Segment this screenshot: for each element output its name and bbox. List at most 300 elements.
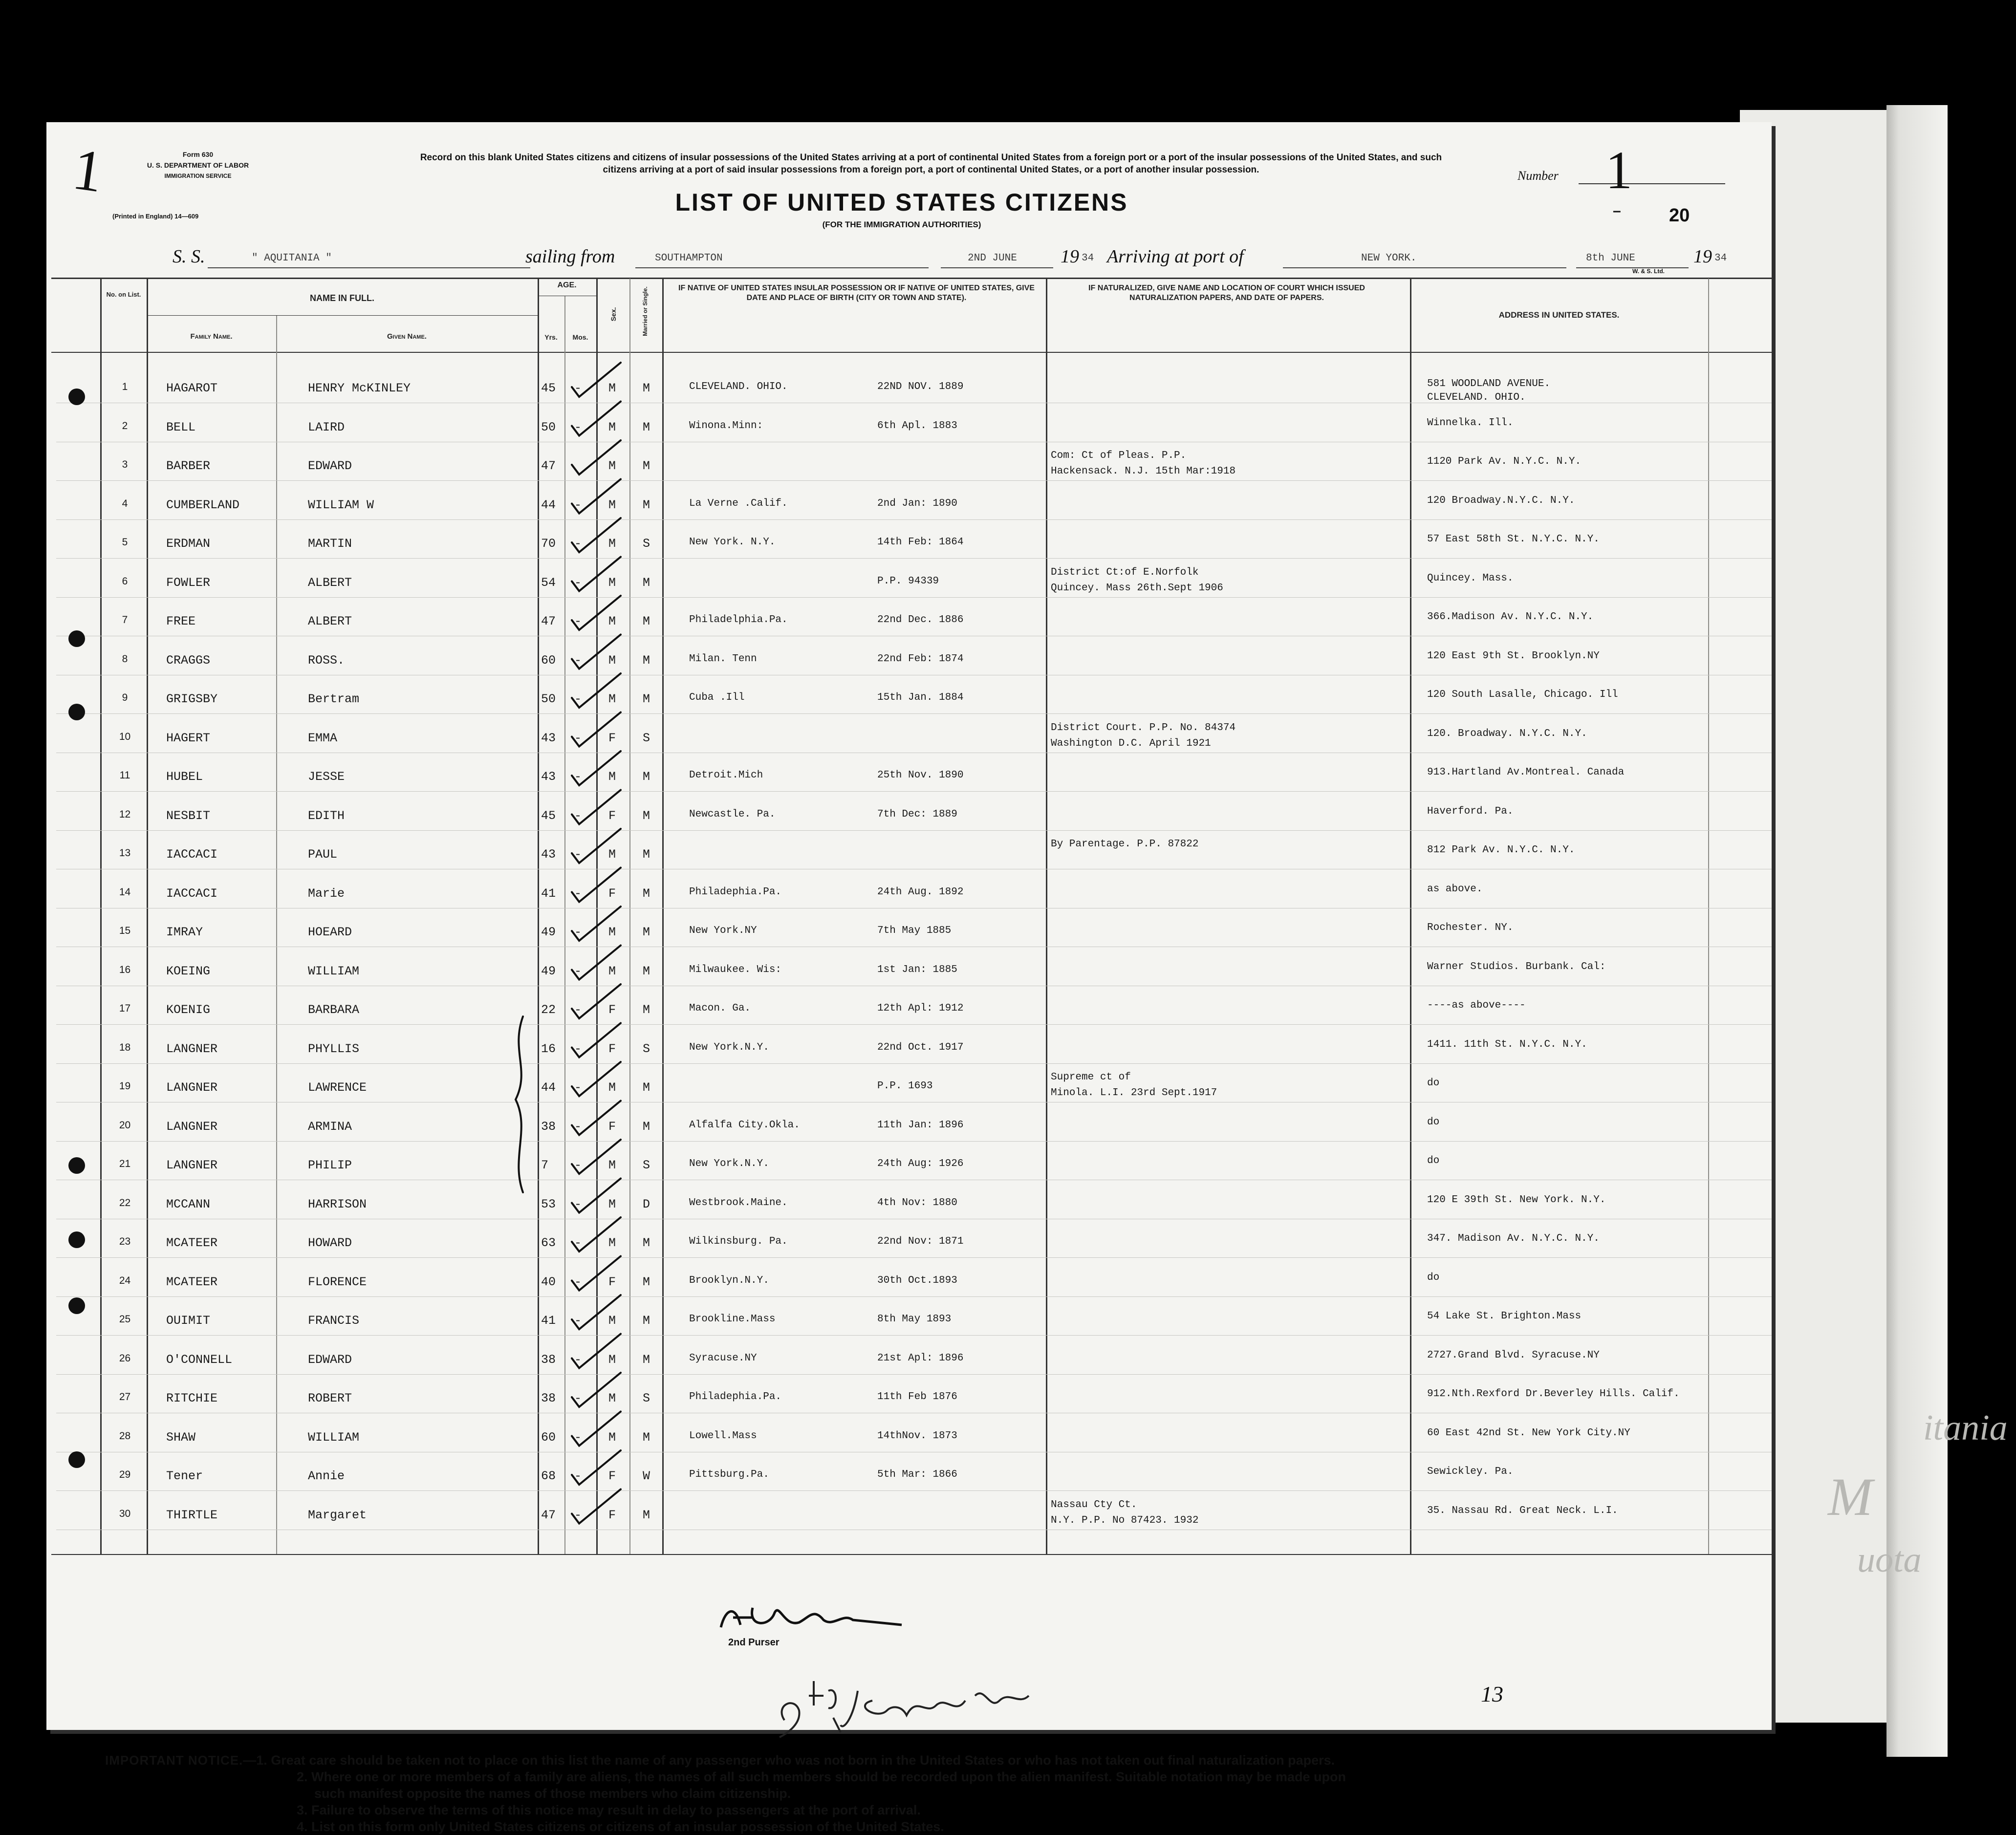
row-8-yrs: 60 — [541, 653, 556, 668]
row-27-no: 27 — [119, 1391, 131, 1403]
row-3-ms: M — [643, 459, 650, 473]
row-24-yrs: 40 — [541, 1274, 556, 1289]
row-26-mos: - — [574, 1352, 582, 1367]
row-29-ms: W — [643, 1469, 650, 1483]
row-23-mos: - — [574, 1236, 582, 1250]
row-19-date: P.P. 1693 — [877, 1080, 933, 1092]
row-7-yrs: 47 — [541, 614, 556, 628]
year2-suffix: 34 — [1714, 253, 1727, 264]
row-17-no: 17 — [119, 1003, 131, 1014]
row-14-yrs: 41 — [541, 886, 556, 901]
row-25-no: 25 — [119, 1314, 131, 1325]
row-3-given: EDWARD — [308, 459, 352, 473]
row-28-sex: M — [608, 1430, 616, 1445]
row-30-no: 30 — [119, 1508, 131, 1519]
row-14-addr: as above. — [1427, 883, 1483, 895]
row-20-ms: M — [643, 1119, 650, 1134]
manifest-page — [46, 122, 1772, 1834]
row-5-given: MARTIN — [308, 537, 352, 551]
row-15-place: New York.NY — [689, 925, 757, 936]
row-30-nat1: Nassau Cty Ct. — [1051, 1499, 1137, 1511]
check-marks-layer — [46, 122, 1772, 1730]
row-4-place: La Verne .Calif. — [689, 497, 788, 509]
row-26-yrs: 38 — [541, 1352, 556, 1367]
row-1-date: 22ND NOV. 1889 — [877, 381, 964, 392]
row-14-given: Marie — [308, 886, 345, 901]
row-11-ms: M — [643, 770, 650, 784]
row-1-given: HENRY McKINLEY — [308, 381, 411, 395]
row-23-ms: M — [643, 1236, 650, 1250]
row-16-family: KOEING — [166, 964, 211, 978]
row-25-addr: 54 Lake St. Brighton.Mass — [1427, 1311, 1582, 1322]
row-20-given: ARMINA — [308, 1119, 352, 1134]
margin-mark: 1 — [69, 136, 108, 205]
row-25-yrs: 41 — [541, 1314, 556, 1328]
row-11-no: 11 — [119, 770, 130, 781]
row-2-sex: M — [608, 420, 616, 434]
row-3-family: BARBER — [166, 459, 211, 473]
row-26-date: 21st Apl: 1896 — [877, 1352, 964, 1364]
row-20-no: 20 — [119, 1119, 131, 1131]
row-24-ms: M — [643, 1274, 650, 1289]
row-16-no: 16 — [119, 964, 131, 975]
row-19-mos: - — [574, 1080, 582, 1095]
check-mark — [572, 1023, 621, 1058]
ghost-note-2: M — [1828, 1467, 1873, 1527]
row-1-place: CLEVELAND. OHIO. — [689, 381, 788, 392]
row-12-addr: Haverford. Pa. — [1427, 805, 1514, 817]
row-10-nat2: Washington D.C. April 1921 — [1051, 737, 1211, 749]
row-17-addr: ----as above---- — [1427, 1000, 1526, 1011]
row-19-nat1: Supreme ct of — [1051, 1072, 1131, 1083]
col-header-given: Given Name. — [387, 332, 427, 341]
row-9-sex: M — [608, 692, 616, 706]
row-13-no: 13 — [119, 847, 131, 859]
row-2-ms: M — [643, 420, 650, 434]
row-4-no: 4 — [122, 497, 128, 509]
year2-prefix: 19 — [1693, 246, 1712, 267]
row-21-yrs: 7 — [541, 1158, 549, 1172]
punch-hole — [68, 389, 85, 405]
row-10-nat1: District Court. P.P. No. 84374 — [1051, 722, 1236, 734]
row-25-place: Brookline.Mass — [689, 1314, 776, 1325]
row-18-given: PHYLLIS — [308, 1041, 360, 1056]
row-24-family: MCATEER — [166, 1274, 218, 1289]
row-23-addr: 347. Madison Av. N.Y.C. N.Y. — [1427, 1233, 1600, 1244]
row-25-ms: M — [643, 1314, 650, 1328]
row-19-no: 19 — [119, 1080, 131, 1092]
row-27-addr: 912.Nth.Rexford Dr.Beverley Hills. Calif. — [1427, 1388, 1680, 1400]
row-3-yrs: 47 — [541, 459, 556, 473]
row-22-mos: - — [574, 1197, 582, 1211]
form-instructions: Record on this blank United States citizens and citizens of insular possessions of the United States arriving at a port of continental United States from a foreign port or a port of the insular possessions of the United States, and such citizens arriving at a port of said insular possessions from a foreign port, a port of continental United States, or a port of another insular possession. — [420, 152, 1442, 175]
row-24-given: FLORENCE — [308, 1274, 367, 1289]
row-17-date: 12th Apl: 1912 — [877, 1003, 964, 1014]
punch-hole — [68, 1231, 85, 1248]
row-10-ms: S — [643, 731, 650, 745]
row-21-no: 21 — [119, 1158, 131, 1169]
row-19-given: LAWRENCE — [308, 1080, 367, 1095]
row-13-ms: M — [643, 847, 650, 862]
notice-item-2: 2. Where one or more members of a family are aliens, the names of all such members should be recorded upon the alien manifest. Suitable notation may be made upon — [297, 1770, 1346, 1784]
row-5-sex: M — [608, 537, 616, 551]
row-14-no: 14 — [119, 886, 131, 898]
row-19-yrs: 44 — [541, 1080, 556, 1095]
row-30-mos: - — [574, 1508, 582, 1522]
page-number: 20 — [1669, 205, 1690, 226]
row-20-place: Alfalfa City.Okla. — [689, 1119, 800, 1131]
col-header-name: NAME IN FULL. — [310, 293, 374, 303]
row-2-addr: Winnelka. Ill. — [1427, 417, 1514, 429]
check-mark — [572, 1450, 621, 1485]
row-29-addr: Sewickley. Pa. — [1427, 1466, 1514, 1477]
row-9-yrs: 50 — [541, 692, 556, 706]
row-11-sex: M — [608, 770, 616, 784]
row-12-place: Newcastle. Pa. — [689, 808, 776, 820]
row-21-family: LANGNER — [166, 1158, 218, 1172]
row-30-yrs: 47 — [541, 1508, 556, 1522]
number-dash: – — [1613, 203, 1621, 219]
row-29-no: 29 — [119, 1469, 131, 1480]
form-number: Form 630 — [182, 151, 214, 158]
row-21-given: PHILIP — [308, 1158, 352, 1172]
row-22-ms: D — [643, 1197, 650, 1211]
row-7-sex: M — [608, 614, 616, 628]
row-13-yrs: 43 — [541, 847, 556, 862]
row-4-sex: M — [608, 497, 616, 512]
row-15-yrs: 49 — [541, 925, 556, 939]
row-15-date: 7th May 1885 — [877, 925, 952, 936]
row-11-place: Detroit.Mich — [689, 770, 763, 781]
row-15-mos: - — [574, 925, 582, 939]
row-13-family: IACCACI — [166, 847, 218, 862]
row-5-no: 5 — [122, 537, 128, 548]
row-6-nat2: Quincey. Mass 26th.Sept 1906 — [1051, 582, 1223, 594]
row-27-ms: S — [643, 1391, 650, 1405]
row-12-yrs: 45 — [541, 808, 556, 823]
year1-prefix: 19 — [1061, 246, 1079, 267]
row-23-date: 22nd Nov: 1871 — [877, 1236, 964, 1247]
row-15-ms: M — [643, 925, 650, 939]
row-28-addr: 60 East 42nd St. New York City.NY — [1427, 1427, 1630, 1439]
row-9-no: 9 — [122, 692, 128, 703]
row-6-mos: - — [574, 575, 582, 590]
row-10-given: EMMA — [308, 731, 338, 745]
row-6-nat1: District Ct:of E.Norfolk — [1051, 566, 1199, 578]
row-3-addr: 1120 Park Av. N.Y.C. N.Y. — [1427, 456, 1582, 467]
row-1-ms: M — [643, 381, 650, 395]
check-mark — [572, 829, 621, 863]
row-27-sex: M — [608, 1391, 616, 1405]
row-18-family: LANGNER — [166, 1041, 218, 1056]
row-9-place: Cuba .Ill — [689, 692, 745, 703]
printer-mark: W. & S. Ltd. — [1632, 268, 1665, 275]
row-1-no: 1 — [122, 381, 128, 392]
row-20-sex: F — [608, 1119, 616, 1134]
row-16-given: WILLIAM — [308, 964, 360, 978]
row-18-date: 22nd Oct. 1917 — [877, 1041, 964, 1053]
notice-item-3: 3. Failure to observe the terms of this notice may result in delay to passengers at the port of arrival. — [297, 1803, 921, 1817]
handwritten-note — [755, 1647, 1073, 1740]
notice-item-2-cont: such manifest opposite the names of those members who claim citizenship. — [314, 1786, 791, 1801]
col-header-birth: IF NATIVE OF UNITED STATES INSULAR POSSESSION OR IF NATIVE OF UNITED STATES, GIVE DATE AND PLACE OF BIRTH (CITY OR TOWN AND STATE). — [678, 284, 1035, 302]
check-mark — [572, 751, 621, 785]
row-10-mos: - — [574, 731, 582, 745]
row-19-family: LANGNER — [166, 1080, 218, 1095]
row-12-ms: M — [643, 808, 650, 823]
row-14-mos: - — [574, 886, 582, 901]
row-28-place: Lowell.Mass — [689, 1430, 757, 1442]
row-18-mos: - — [574, 1041, 582, 1056]
row-12-no: 12 — [119, 808, 131, 820]
row-11-addr: 913.Hartland Av.Montreal. Canada — [1427, 767, 1625, 778]
row-25-given: FRANCIS — [308, 1314, 360, 1328]
row-30-ms: M — [643, 1508, 650, 1522]
row-21-sex: M — [608, 1158, 616, 1172]
row-17-place: Macon. Ga. — [689, 1003, 751, 1014]
check-mark — [572, 1217, 621, 1252]
row-11-date: 25th Nov. 1890 — [877, 770, 964, 781]
handwritten-note-strokes — [755, 1647, 1073, 1740]
adjacent-sheet — [1886, 105, 1948, 1757]
row-19-nat2: Minola. L.I. 23rd Sept.1917 — [1051, 1087, 1217, 1099]
row-15-addr: Rochester. NY. — [1427, 922, 1514, 933]
row-4-date: 2nd Jan: 1890 — [877, 497, 957, 509]
row-24-sex: F — [608, 1274, 616, 1289]
from-port: SOUTHAMPTON — [655, 253, 723, 264]
row-23-sex: M — [608, 1236, 616, 1250]
row-23-no: 23 — [119, 1236, 131, 1247]
notice-label: IMPORTANT NOTICE. — [105, 1753, 243, 1768]
row-30-given: Margaret — [308, 1508, 367, 1522]
row-20-addr: do — [1427, 1116, 1440, 1128]
row-12-given: EDITH — [308, 808, 345, 823]
row-16-place: Milwaukee. Wis: — [689, 964, 782, 975]
row-9-date: 15th Jan. 1884 — [877, 692, 964, 703]
row-5-addr: 57 East 58th St. N.Y.C. N.Y. — [1427, 534, 1600, 545]
row-30-sex: F — [608, 1508, 616, 1522]
row-3-nat2: Hackensack. N.J. 15th Mar:1918 — [1051, 466, 1236, 477]
row-6-ms: M — [643, 575, 650, 590]
row-26-sex: M — [608, 1352, 616, 1367]
row-18-ms: S — [643, 1041, 650, 1056]
ss-label: S. S. — [173, 246, 205, 267]
row-26-no: 26 — [119, 1352, 131, 1364]
row-21-place: New York.N.Y. — [689, 1158, 769, 1169]
row-14-ms: M — [643, 886, 650, 901]
row-10-no: 10 — [119, 731, 131, 742]
row-5-yrs: 70 — [541, 537, 556, 551]
check-mark — [572, 1179, 621, 1213]
col-header-sex: Sex. — [609, 307, 617, 322]
row-4-mos: - — [574, 497, 582, 512]
row-1-yrs: 45 — [541, 381, 556, 395]
punch-hole — [68, 630, 85, 647]
row-4-ms: M — [643, 497, 650, 512]
number-label: Number — [1517, 169, 1559, 183]
row-8-mos: - — [574, 653, 582, 668]
row-8-family: CRAGGS — [166, 653, 211, 668]
row-1-family: HAGAROT — [166, 381, 218, 395]
row-23-yrs: 63 — [541, 1236, 556, 1250]
page-note: 13 — [1481, 1682, 1503, 1706]
row-22-family: MCCANN — [166, 1197, 211, 1211]
row-12-sex: F — [608, 808, 616, 823]
row-7-date: 22nd Dec. 1886 — [877, 614, 964, 626]
row-24-addr: do — [1427, 1272, 1440, 1283]
row-27-yrs: 38 — [541, 1391, 556, 1405]
row-14-date: 24th Aug. 1892 — [877, 886, 964, 898]
check-mark — [572, 1334, 621, 1368]
row-4-addr: 120 Broadway.N.Y.C. N.Y. — [1427, 495, 1575, 506]
row-18-place: New York.N.Y. — [689, 1041, 769, 1053]
service-name: IMMIGRATION SERVICE — [164, 173, 232, 179]
row-20-date: 11th Jan: 1896 — [877, 1119, 964, 1131]
row-28-mos: - — [574, 1430, 582, 1445]
row-12-date: 7th Dec: 1889 — [877, 808, 957, 820]
row-1-sex: M — [608, 381, 616, 395]
row-23-family: MCATEER — [166, 1236, 218, 1250]
row-5-mos: - — [574, 537, 582, 551]
row-25-date: 8th May 1893 — [877, 1314, 952, 1325]
check-mark — [572, 907, 621, 941]
row-14-family: IACCACI — [166, 886, 218, 901]
row-26-addr: 2727.Grand Blvd. Syracuse.NY — [1427, 1349, 1600, 1361]
row-9-family: GRIGSBY — [166, 692, 218, 706]
row-6-sex: M — [608, 575, 616, 590]
check-mark — [572, 1295, 621, 1329]
row-16-yrs: 49 — [541, 964, 556, 978]
row-8-ms: M — [643, 653, 650, 668]
row-28-ms: M — [643, 1430, 650, 1445]
row-24-place: Brooklyn.N.Y. — [689, 1274, 769, 1286]
row-7-addr: 366.Madison Av. N.Y.C. N.Y. — [1427, 611, 1594, 623]
row-17-sex: F — [608, 1003, 616, 1017]
row-2-family: BELL — [166, 420, 196, 434]
row-2-given: LAIRD — [308, 420, 345, 434]
row-20-yrs: 38 — [541, 1119, 556, 1134]
punch-hole — [68, 1451, 85, 1468]
row-22-date: 4th Nov: 1880 — [877, 1197, 957, 1209]
row-22-yrs: 53 — [541, 1197, 556, 1211]
row-28-yrs: 60 — [541, 1430, 556, 1445]
check-mark — [572, 984, 621, 1018]
row-9-ms: M — [643, 692, 650, 706]
row-13-sex: M — [608, 847, 616, 862]
row-18-yrs: 16 — [541, 1041, 556, 1056]
row-7-given: ALBERT — [308, 614, 352, 628]
check-mark — [572, 635, 621, 669]
row-6-given: ALBERT — [308, 575, 352, 590]
check-mark — [572, 946, 621, 980]
row-3-nat1: Com: Ct of Pleas. P.P. — [1051, 450, 1187, 461]
row-11-family: HUBEL — [166, 770, 203, 784]
sailing-from-label: sailing from — [525, 246, 615, 267]
row-29-date: 5th Mar: 1866 — [877, 1469, 957, 1480]
check-mark — [572, 440, 621, 475]
row-15-family: IMRAY — [166, 925, 203, 939]
check-mark — [572, 1373, 621, 1407]
row-6-no: 6 — [122, 575, 128, 587]
row-1-mos: - — [574, 381, 582, 395]
row-5-date: 14th Feb: 1864 — [877, 537, 964, 548]
notice-item-1: —1. Great care should be taken not to place on this list the name of any passenger who was not born in the United States or who has not taken out final naturalization papers. — [243, 1753, 1335, 1768]
row-25-mos: - — [574, 1314, 582, 1328]
purser-title: 2nd Purser — [728, 1637, 780, 1648]
punch-hole — [68, 704, 85, 720]
check-mark — [572, 1140, 621, 1174]
row-22-place: Westbrook.Maine. — [689, 1197, 788, 1209]
col-header-age: AGE. — [557, 281, 577, 289]
row-4-family: CUMBERLAND — [166, 497, 240, 512]
row-7-mos: - — [574, 614, 582, 628]
check-mark — [572, 1412, 621, 1446]
row-30-addr: 35. Nassau Rd. Great Neck. L.I. — [1427, 1505, 1618, 1516]
row-22-given: HARRISON — [308, 1197, 367, 1211]
sail-date: 2ND JUNE — [968, 253, 1017, 264]
row-19-ms: M — [643, 1080, 650, 1095]
row-7-no: 7 — [122, 614, 128, 626]
row-17-family: KOENIG — [166, 1003, 211, 1017]
row-6-family: FOWLER — [166, 575, 211, 590]
punch-hole — [68, 1297, 85, 1314]
row-29-given: Annie — [308, 1469, 345, 1483]
notice-item-4: 4. List on this form only United States citizens or citizens of an insular possession of the United States. — [297, 1819, 944, 1834]
row-17-given: BARBARA — [308, 1003, 360, 1017]
row-5-ms: S — [643, 537, 650, 551]
row-28-given: WILLIAM — [308, 1430, 360, 1445]
check-mark — [572, 363, 621, 397]
department-name: U. S. DEPARTMENT OF LABOR — [147, 161, 249, 169]
purser-signature — [706, 1598, 911, 1637]
check-mark — [572, 790, 621, 824]
check-mark — [572, 1256, 621, 1291]
row-19-addr: do — [1427, 1078, 1440, 1089]
row-27-family: RITCHIE — [166, 1391, 218, 1405]
row-13-nat1: By Parentage. P.P. 87822 — [1051, 839, 1199, 850]
row-20-family: LANGNER — [166, 1119, 218, 1134]
year1-suffix: 34 — [1082, 253, 1094, 264]
row-29-place: Pittsburg.Pa. — [689, 1469, 769, 1480]
row-21-ms: S — [643, 1158, 650, 1172]
row-27-date: 11th Feb 1876 — [877, 1391, 957, 1403]
page-subtitle: (FOR THE IMMIGRATION AUTHORITIES) — [822, 220, 981, 229]
row-26-ms: M — [643, 1352, 650, 1367]
row-1-addr: 581 WOODLAND AVENUE. — [1427, 378, 1551, 389]
row-17-ms: M — [643, 1003, 650, 1017]
check-mark — [572, 1101, 621, 1135]
page-title: LIST OF UNITED STATES CITIZENS — [675, 189, 1128, 216]
row-1-addr2: CLEVELAND. OHIO. — [1427, 392, 1526, 403]
row-19-sex: M — [608, 1080, 616, 1095]
row-14-sex: F — [608, 886, 616, 901]
row-24-mos: - — [574, 1274, 582, 1289]
row-7-place: Philadelphia.Pa. — [689, 614, 788, 626]
list-number: 1 — [1605, 140, 1632, 200]
row-29-yrs: 68 — [541, 1469, 556, 1483]
row-24-no: 24 — [119, 1274, 131, 1286]
check-mark — [572, 712, 621, 747]
check-mark — [572, 557, 621, 591]
row-23-place: Wilkinsburg. Pa. — [689, 1236, 788, 1247]
row-13-given: PAUL — [308, 847, 338, 862]
row-2-no: 2 — [122, 420, 128, 432]
row-11-yrs: 43 — [541, 770, 556, 784]
row-10-yrs: 43 — [541, 731, 556, 745]
check-mark — [572, 479, 621, 514]
row-30-nat2: N.Y. P.P. No 87423. 1932 — [1051, 1514, 1199, 1526]
row-27-mos: - — [574, 1391, 582, 1405]
